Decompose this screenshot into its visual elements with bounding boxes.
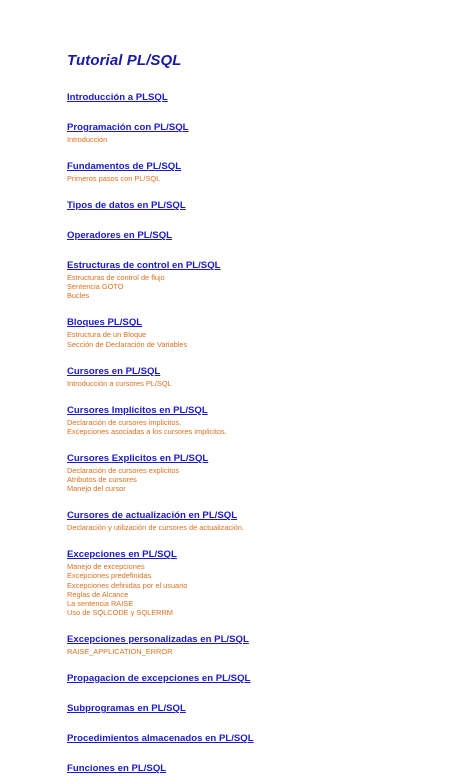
toc-heading-link[interactable]: Excepciones personalizadas en PL/SQL <box>67 633 249 645</box>
toc-section <box>67 400 474 436</box>
page-title: Tutorial PL/SQL <box>67 52 182 69</box>
toc-subitem: La sentencia RAISE <box>67 598 134 608</box>
toc-heading-link[interactable]: Operadores en PL/SQL <box>67 230 173 242</box>
toc-section <box>67 448 474 493</box>
toc-heading-link[interactable]: Fundamentos de PL/SQL <box>67 161 182 173</box>
toc-subitem: Bucles <box>67 291 90 301</box>
toc-subitem: Excepciones predefinidas <box>67 571 152 581</box>
toc-section <box>67 668 474 686</box>
toc-section <box>67 698 474 716</box>
toc-section <box>67 728 474 746</box>
toc-subitem: Declaración y utilización de cursores de actualización. <box>67 523 245 533</box>
table-of-contents <box>67 87 474 776</box>
toc-section <box>67 361 474 388</box>
toc-section <box>67 255 474 300</box>
toc-heading-link[interactable]: Excepciones en PL/SQL <box>67 549 177 561</box>
toc-section <box>67 544 474 617</box>
toc-heading-link[interactable]: Procedimientos almacenados en PL/SQL <box>67 732 254 744</box>
toc-section <box>67 117 474 144</box>
toc-heading-link[interactable]: Tipos de datos en PL/SQL <box>67 200 186 212</box>
toc-subitem: Introducción a cursores PL/SQL <box>67 378 172 388</box>
toc-heading-link[interactable]: Cursores Implicitos en PL/SQL <box>67 404 208 416</box>
toc-section <box>67 156 474 183</box>
toc-heading-link[interactable]: Funciones en PL/SQL <box>67 762 167 774</box>
toc-subitem: Sentencia GOTO <box>67 282 124 292</box>
toc-heading-link[interactable]: Programación con PL/SQL <box>67 122 189 133</box>
toc-subitem: Sección de Declaración de Variables <box>67 339 188 349</box>
toc-heading-link[interactable]: Estructuras de control en PL/SQL <box>67 260 221 272</box>
toc-section <box>67 225 474 243</box>
toc-heading-link[interactable]: Cursores de actualización en PL/SQL <box>67 510 238 522</box>
toc-heading-link[interactable]: Bloques PL/SQL <box>67 317 143 329</box>
toc-subitem: Estructuras de control de flujo <box>67 273 165 283</box>
toc-section <box>67 505 474 532</box>
toc-section <box>67 758 474 776</box>
toc-subitem: Excepciones definidas por el usuario <box>67 580 188 590</box>
toc-subitem: Uso de SQLCODE y SQLERRM <box>67 607 173 617</box>
toc-subitem: Atributos de cursores <box>67 475 137 485</box>
toc-subitem: Manejo de excepciones <box>67 562 145 572</box>
toc-subitem: Reglas de Alcance <box>67 589 129 599</box>
toc-section <box>67 195 474 213</box>
toc-heading-link[interactable]: Cursores en PL/SQL <box>67 365 161 377</box>
toc-subitem: Primeros pasos con PL/SQL <box>67 174 161 184</box>
toc-subitem: RAISE_APPLICATION_ERROR <box>67 646 173 656</box>
toc-heading-link[interactable]: Cursores Explicitos en PL/SQL <box>67 452 209 464</box>
toc-heading-link[interactable]: Subprogramas en PL/SQL <box>67 702 186 714</box>
toc-subitem: Manejo del cursor <box>67 484 126 494</box>
toc-heading-link[interactable]: Introducción a PLSQL <box>67 92 168 103</box>
toc-section <box>67 312 474 348</box>
toc-subitem: Excepciones asociadas a los cursores implicitos. <box>67 426 227 436</box>
toc-subitem: Declaración de cursores explicitos <box>67 465 180 475</box>
toc-subitem: Declaración de cursores implicitos. <box>67 417 182 427</box>
toc-heading-link[interactable]: Propagacion de excepciones en PL/SQL <box>67 672 251 684</box>
toc-subitem: Estructura de un Bloque <box>67 330 147 340</box>
toc-subitem: Introducción <box>67 135 108 144</box>
toc-section <box>67 87 474 105</box>
toc-section <box>67 629 474 656</box>
